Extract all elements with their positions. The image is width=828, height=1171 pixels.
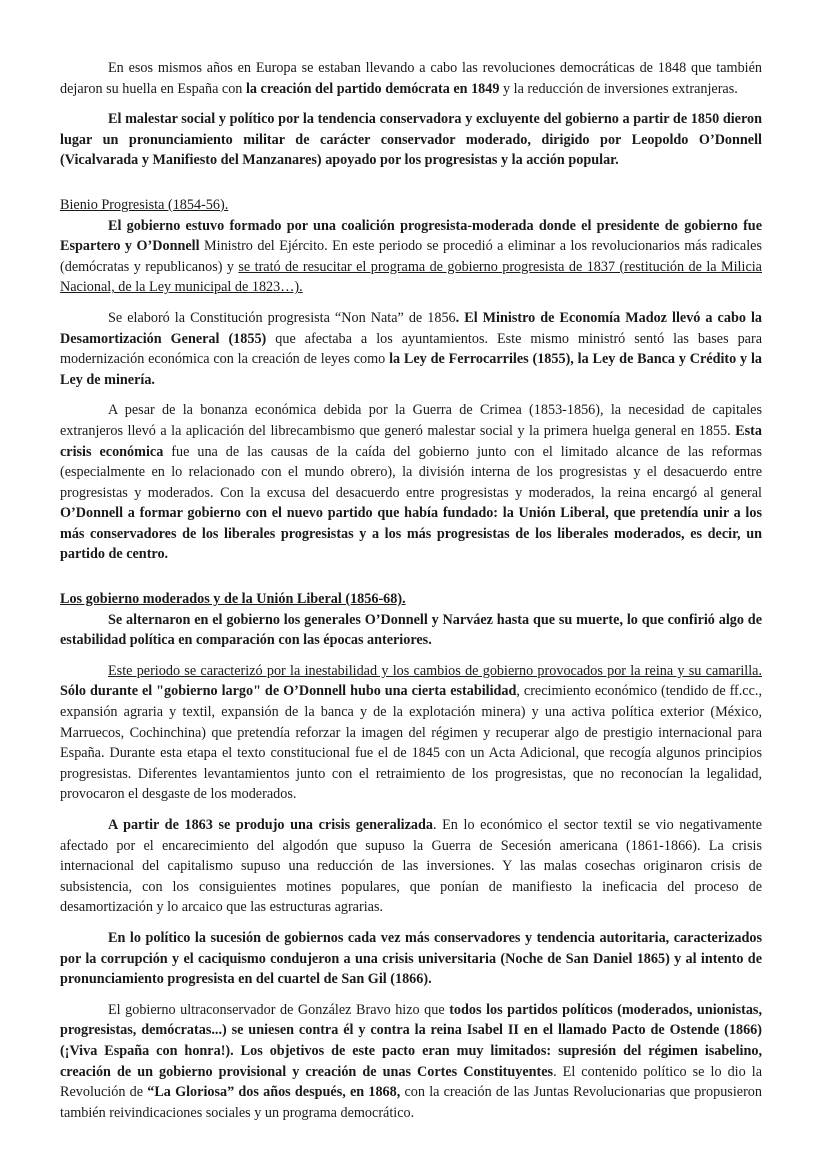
bold-text: “La Gloriosa” dos años después, en 1868, — [147, 1084, 401, 1101]
paragraph-gobierno-coalicion — [60, 216, 762, 298]
text: . En lo económico el sector textil se vio negativamente afectado por el encarecimiento del algodón que supuso la Guerra de Secesión americana (1861-1866). La crisis internacional del capitalismo supuso una reducción de las inversiones. Y las malas cosechas originaron crisis de subsistencia, con los consiguientes motines populares, que ponían de manifiesto la ineficacia del proceso de desamortización y lo arcaico que las estructuras agrarias. — [60, 817, 762, 916]
paragraph-pacto-ostende — [60, 1000, 762, 1124]
paragraph-crisis-economica — [60, 400, 762, 565]
paragraph-crisis-1863 — [60, 815, 762, 918]
paragraph-inestabilidad — [60, 661, 762, 805]
bold-text: la Ley de Ferrocarriles (1855), la Ley de Banca y Crédito y la Ley de minería. — [60, 351, 762, 388]
text: con la creación de las Juntas Revolucionarias que propusieron también reivindicaciones sociales y un programa democrático. — [60, 1084, 762, 1121]
bold-text: A partir de 1863 se produjo una crisis generalizada — [108, 817, 433, 833]
underlined-text: Este periodo se caracterizó por la inestabilidad y los cambios de gobierno provocados por la reina y su camarilla. — [108, 662, 762, 679]
paragraph-malestar-social: El malestar social y político por la tendencia conservadora y excluyente del gobierno a partir de 1850 dieron lugar un pronunciamiento militar de carácter conservador moderado, dirigido por Leopoldo O’Donnell (Vicalvarada y Manifiesto del Manzanares) apoyado por los progresistas y la acción popular. — [60, 111, 762, 169]
bold-text: . El Ministro de Economía Madoz llevó a cabo la Desamortización General (1855) — [60, 309, 763, 347]
paragraph-alternancia: Se alternaron en el gobierno los generales O’Donnell y Narváez hasta que su muerte, lo que confirió algo de estabilidad política en comparación con las épocas anteriores. — [60, 611, 762, 649]
text: El gobierno ultraconservador de González Bravo hizo que — [108, 1001, 450, 1018]
text: fue una de las causas de la caída del gobierno junto con el limitado alcance de las reformas (especialmente en lo relacionado con el mundo obrero), la división interna de los progresistas y el desacuerdo entre progresistas y moderados. Con la excusa del desacuerdo entre progresistas y moderados, la reina encargó al general — [60, 443, 762, 501]
bold-text: O’Donnell a formar gobierno con el nuevo partido que había fundado: la Unión Liberal, que pretendía unir a los más conservadores de los liberales progresistas y a los más progresistas de los liberales moderados, es decir, un partido de centro. — [60, 505, 762, 563]
text: , crecimiento económico (tendido de ff.cc., expansión agraria y textil, expansión de la banca y de la explotación minera) y una activa política exterior (México, Marruecos, Cochinchina) que pretendía reforzar la imagen del régimen y recuperar algo de prestigio internacional para España. Durante esta etapa el texto constitucional fue el de 1845 con un Acta Adicional, que recogía algunos principios progresistas. Diferentes levantamientos junto con el retraimiento de los progresistas, que no reconocían la legalidad, provocaron el desgaste de los moderados. — [60, 683, 762, 803]
text: Ministro del Ejército. En este periodo se procedió a eliminar a los revolucionarios más radicales (demócratas y republicanos) y — [60, 238, 762, 275]
paragraph-europe-1848 — [60, 58, 762, 99]
text: y la reducción de inversiones extranjeras. — [499, 80, 738, 97]
text: En esos mismos años en Europa se estaban llevando a cabo las revoluciones democráticas de 1848 que también dejaron su huella en España con — [60, 60, 762, 97]
bold-text: todos los partidos políticos (moderados, unionistas, progresistas, demócratas...) se uniesen contra él y contra la reina Isabel II en el llamado Pacto de Ostende (1866) (¡Viva España con honra!). Los objetivos de este pacto eran muy limitados: supresión del régimen isabelino, creación de un gobierno provisional y creación de unas Cortes Constituyentes — [60, 1001, 762, 1080]
section-heading-bienio-progresista: Bienio Progresista (1854-56). — [60, 196, 229, 213]
text: Se elaboró la Constitución progresista “Non Nata” de 1856 — [108, 309, 456, 326]
bold-text: Esta crisis económica — [60, 422, 762, 460]
underlined-text: se trató de resucitar el programa de gobierno progresista de 1837 (restitución de la Milicia Nacional, de la Ley municipal de 1823…). — [60, 258, 762, 296]
paragraph-constitucion-non-nata — [60, 308, 762, 390]
bold-text: Sólo durante el "gobierno largo" de O’Donnell hubo una cierta estabilidad — [60, 683, 517, 700]
bold-text: El gobierno estuvo formado por una coalición progresista-moderada donde el presidente de gobierno fue Espartero y O’Donnell — [60, 217, 762, 255]
bold-text: la creación del partido demócrata en 1849 — [245, 80, 500, 97]
section-heading-gobiernos-moderados: Los gobierno moderados y de la Unión Liberal (1856-68). — [60, 591, 406, 608]
text: que afectaba a los ayuntamientos. Este mismo ministró sentó las bases para modernización económica con la creación de leyes como — [60, 330, 763, 368]
text: A pesar de la bonanza económica debida por la Guerra de Crimea (1853-1856), la necesidad de capitales extranjeros llevó a la aplicación del librecambismo que generó malestar social y la primera huelga general en 1855. — [60, 402, 762, 439]
text: . El contenido político se lo dio la Revolución de — [60, 1063, 762, 1101]
paragraph-politico-autoritaria: En lo político la sucesión de gobiernos cada vez más conservadores y tendencia autoritaria, caracterizados por la corrupción y el caciquismo condujeron a una crisis universitaria (Noche de San Daniel 1865) y al intento de pronunciamiento progresista en del cuartel de San Gil (1866). — [60, 929, 762, 988]
document-page — [60, 58, 762, 1133]
